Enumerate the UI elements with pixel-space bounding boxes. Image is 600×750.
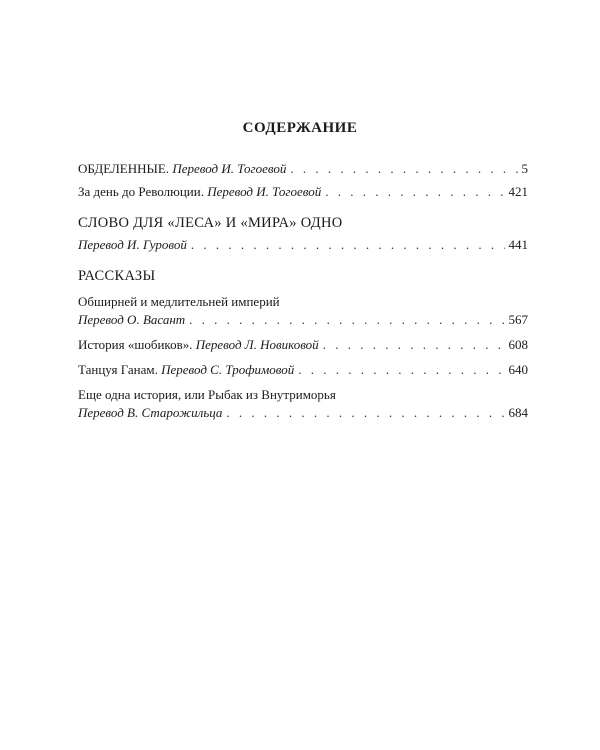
- toc-entry-obshirnei[interactable]: [78, 311, 528, 328]
- leader-dots: [323, 336, 505, 353]
- toc-entry-obdelennye[interactable]: [78, 160, 528, 177]
- toc-entry-translator: Перевод И. Гуровой: [78, 237, 187, 252]
- toc-entry-translator: Перевод И. Тогоевой: [207, 184, 322, 199]
- toc-entry-obshirnei-title[interactable]: Обширней и медлительней империй: [78, 294, 280, 309]
- toc-entry-za-den-do-revolyutsii[interactable]: [78, 183, 528, 200]
- toc-entry-text: [78, 160, 286, 177]
- toc-entry-istoriya-shobikov[interactable]: [78, 336, 528, 353]
- toc-entry-page: 5: [521, 161, 528, 176]
- toc-entry-esche-odna-istoriya[interactable]: [78, 404, 528, 421]
- section-heading-stories: РАССКАЗЫ: [78, 268, 156, 284]
- leader-dots: [191, 236, 505, 253]
- toc-entry-title: История «шобиков».: [78, 337, 193, 352]
- toc-entry-text: [78, 183, 321, 200]
- toc-entry-esche-odna-istoriya-title[interactable]: Еще одна история, или Рыбак из Внутриморья: [78, 387, 336, 402]
- toc-entry-title: За день до Революции.: [78, 184, 204, 199]
- toc-entry-translator: Перевод И. Тогоевой: [172, 161, 287, 176]
- toc-entry-page: 567: [508, 312, 528, 327]
- toc-entry-text: [78, 336, 319, 353]
- toc-entry-translator: Перевод Л. Новиковой: [195, 337, 319, 352]
- leader-dots: [189, 311, 504, 328]
- toc-entry-translator: Перевод С. Трофимовой: [161, 362, 295, 377]
- leader-dots: [298, 361, 504, 378]
- toc-entry-slovo-dlya-lesa[interactable]: [78, 236, 528, 253]
- toc-entry-title: Танцуя Ганам.: [78, 362, 158, 377]
- toc-entry-page: 421: [508, 184, 528, 199]
- toc-entry-page: 640: [508, 362, 528, 377]
- toc-entry-title: ОБДЕЛЕННЫЕ.: [78, 161, 170, 176]
- toc-entry-translator: Перевод О. Васант: [78, 312, 186, 327]
- page-title: СОДЕРЖАНИЕ: [242, 120, 358, 136]
- toc-entry-translator: Перевод В. Старожильца: [78, 405, 223, 420]
- toc-entry-page: 684: [508, 405, 528, 420]
- toc-entry-page: 608: [508, 337, 528, 352]
- leader-dots: [290, 160, 517, 177]
- toc-entry-page: 441: [508, 237, 528, 252]
- table-of-contents: [78, 160, 528, 421]
- leader-dots: [325, 183, 504, 200]
- leader-dots: [226, 404, 504, 421]
- toc-entry-text: [78, 361, 294, 378]
- toc-entry-tantsuya-ganam[interactable]: [78, 361, 528, 378]
- toc-entry-slovo-dlya-lesa-title[interactable]: СЛОВО ДЛЯ «ЛЕСА» И «МИРА» ОДНО: [78, 215, 343, 231]
